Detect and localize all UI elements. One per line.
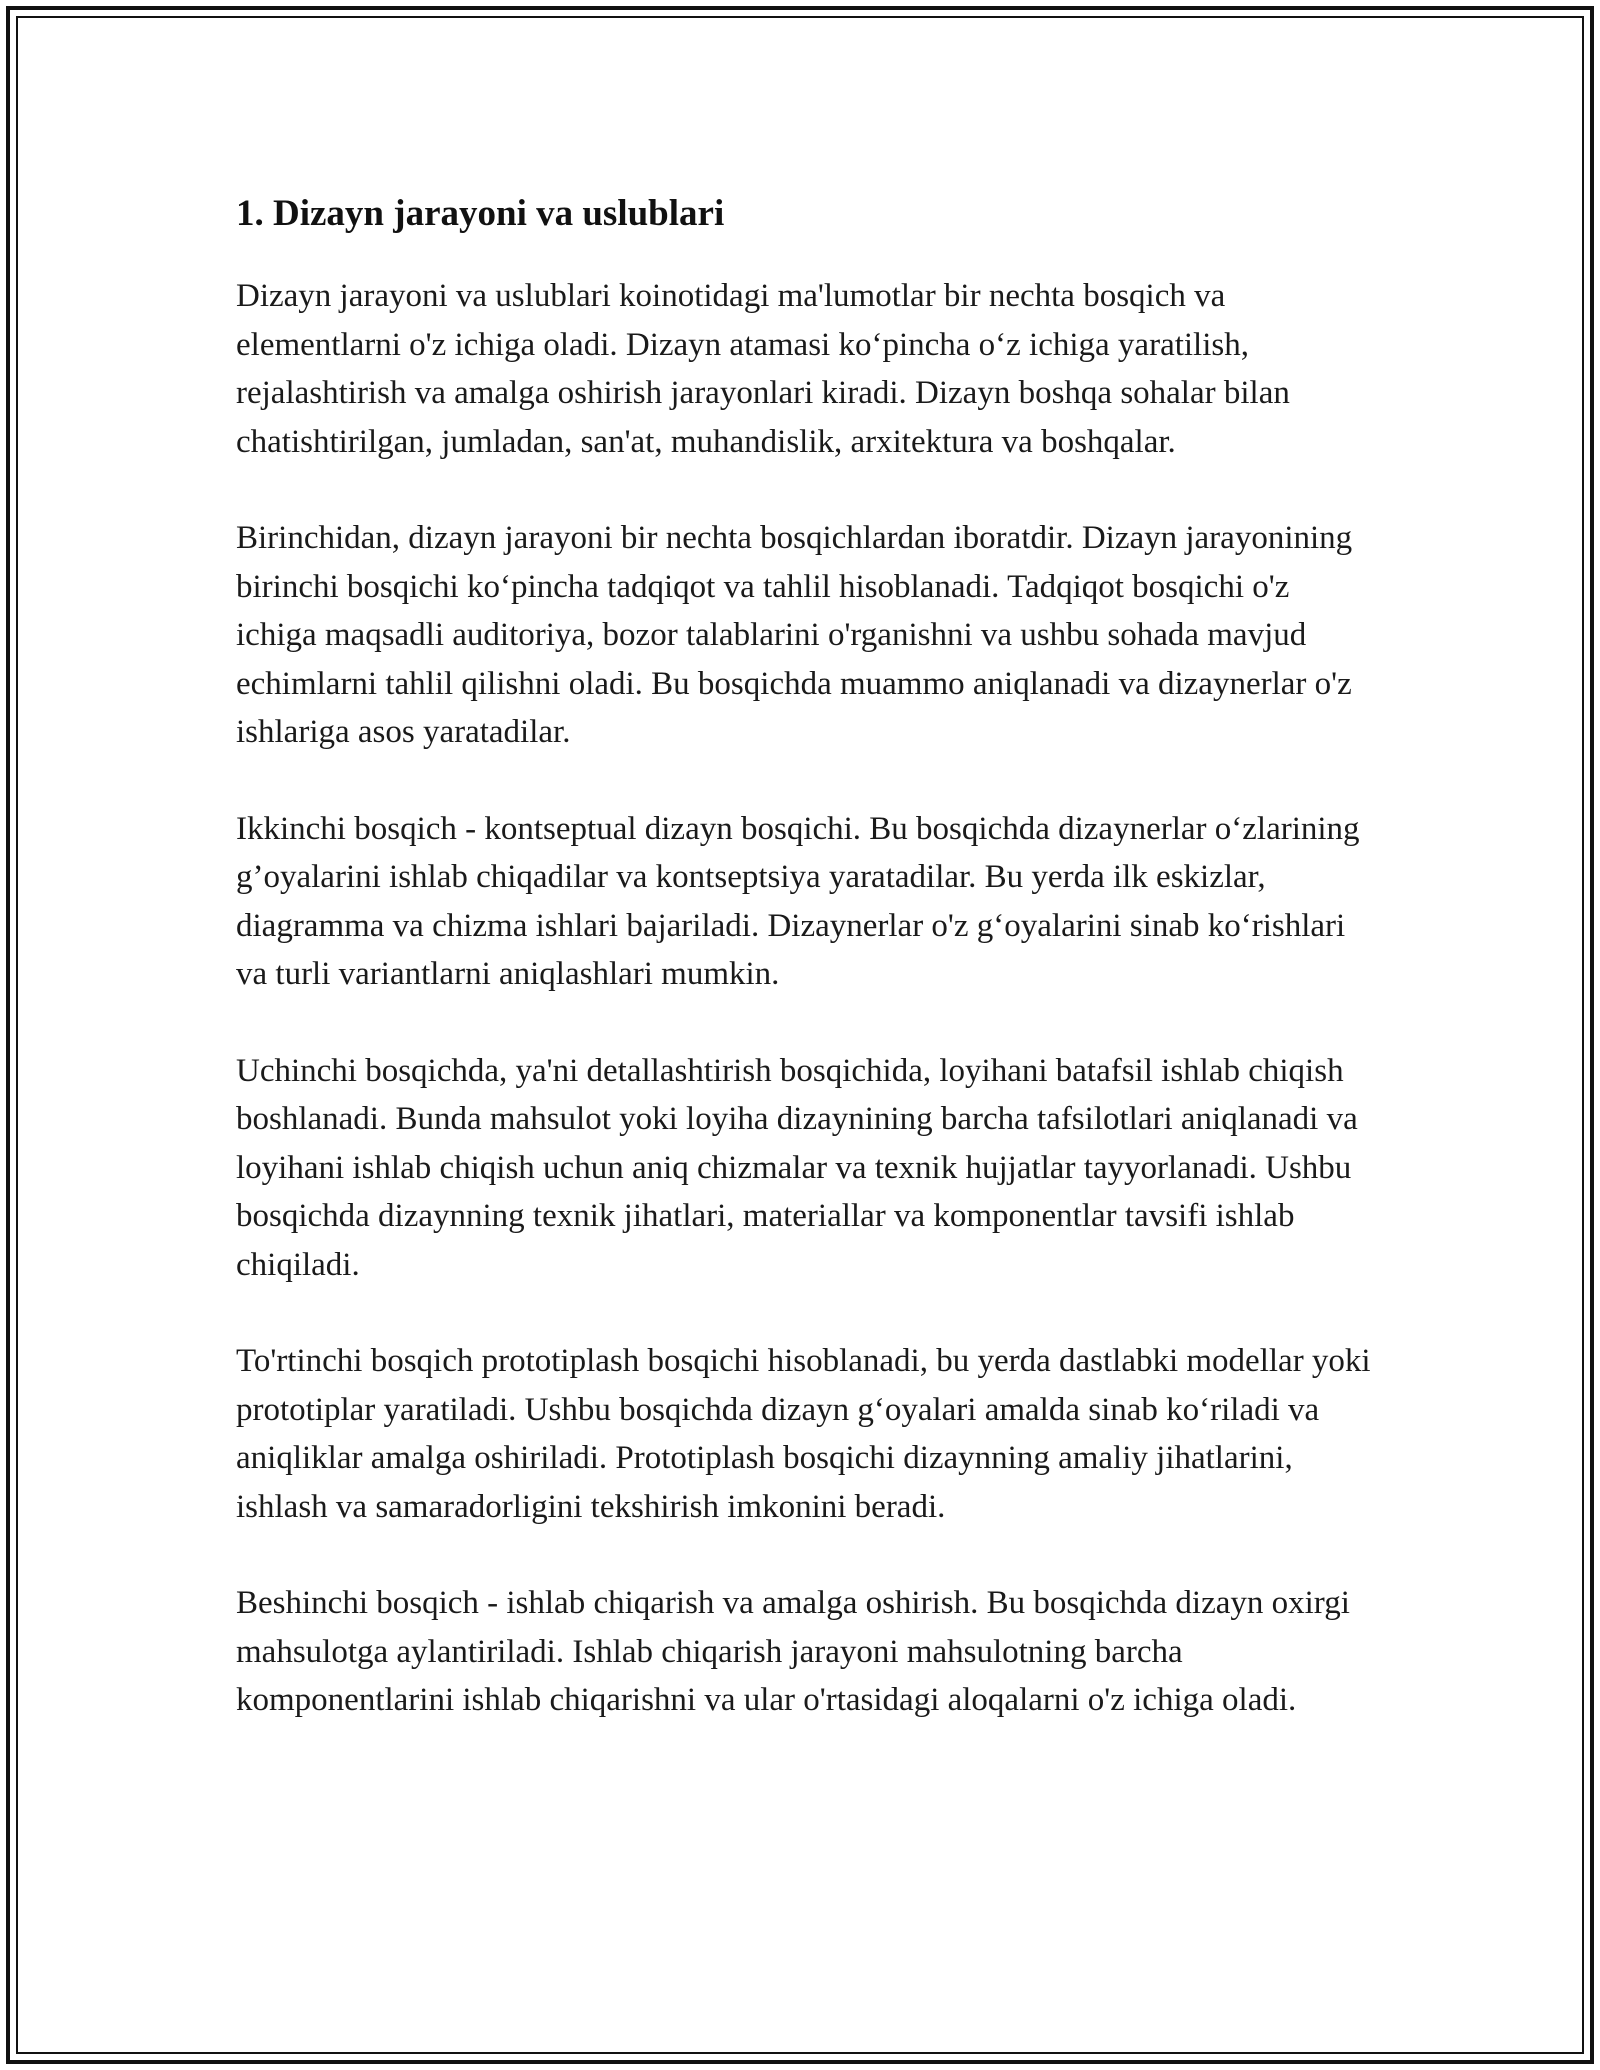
document-body <box>236 186 1376 1773</box>
paragraph-stage-prototyping: To'rtinchi bosqich prototiplash bosqichi hisoblanadi, bu yerda dastlabki modellar yoki prototiplar yaratiladi. Ushbu bosqichda dizayn gʻoyalari amalda sinab koʻriladi va aniqliklar amalga oshiriladi. Prototiplash bosqichi dizaynning amaliy jihatlarini, ishlash va samaradorligini tekshirish imkonini beradi. <box>236 1343 1371 1525</box>
paragraph-intro: Dizayn jarayoni va uslublari koinotidagi ma'lumotlar bir nechta bosqich va elementlarni o'z ichiga oladi. Dizayn atamasi koʻpincha oʻz ichiga yaratilish, rejalashtirish va amalga oshirish jarayonlari kiradi. Dizayn boshqa sohalar bilan chatishtirilgan, jumladan, san'at, muhandislik, arxitektura va boshqalar. <box>236 278 1290 460</box>
paragraph-stage-research: Birinchidan, dizayn jarayoni bir nechta bosqichlardan iboratdir. Dizayn jarayonining birinchi bosqichi koʻpincha tadqiqot va tahlil hisoblanadi. Tadqiqot bosqichi o'z ichiga maqsadli auditoriya, bozor talablarini o'rganishni va ushbu sohada mavjud echimlarni tahlil qilishni oladi. Bu bosqichda muammo aniqlanadi va dizaynerlar o'z ishlariga asos yaratadilar. <box>236 520 1353 750</box>
section-heading: 1. Dizayn jarayoni va uslublari <box>236 193 725 234</box>
paragraph-stage-production: Beshinchi bosqich - ishlab chiqarish va amalga oshirish. Bu bosqichda dizayn oxirgi mahsulotga aylantiriladi. Ishlab chiqarish jarayoni mahsulotning barcha komponentlarini ishlab chiqarishni va ular o'rtasidagi aloqalarni o'z ichiga oladi. <box>236 1585 1350 1718</box>
paragraph-stage-conceptual: Ikkinchi bosqich - kontseptual dizayn bosqichi. Bu bosqichda dizaynerlar oʻzlarining g’oyalarini ishlab chiqadilar va kontseptsiya yaratadilar. Bu yerda ilk eskizlar, diagramma va chizma ishlari bajariladi. Dizaynerlar o'z gʻoyalarini sinab koʻrishlari va turli variantlarni aniqlashlari mumkin. <box>236 810 1360 992</box>
paragraph-stage-detailing: Uchinchi bosqichda, ya'ni detallashtirish bosqichida, loyihani batafsil ishlab chiqish boshlanadi. Bunda mahsulot yoki loyiha dizaynining barcha tafsilotlari aniqlanadi va loyihani ishlab chiqish uchun aniq chizmalar va texnik hujjatlar tayyorlanadi. Ushbu bosqichda dizaynning texnik jihatlari, materiallar va komponentlar tavsifi ishlab chiqiladi. <box>236 1052 1358 1283</box>
